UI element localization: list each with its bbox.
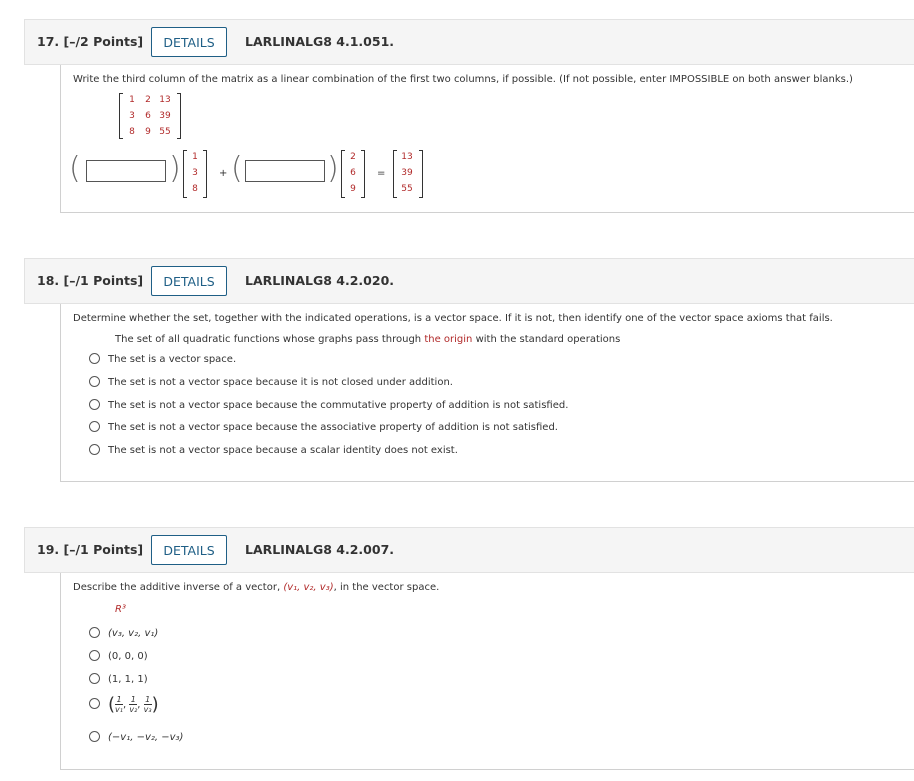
column-vector-2	[341, 150, 365, 198]
question-18-body	[60, 304, 914, 482]
coefficient-1-input[interactable]	[86, 160, 166, 182]
radio-button[interactable]	[89, 731, 100, 742]
matrix-cell: 8	[129, 127, 135, 137]
option-18-3[interactable]	[89, 400, 568, 416]
details-button-19[interactable]: DETAILS	[151, 535, 227, 565]
option-label: The set is not a vector space because it is not closed under addition.	[108, 377, 453, 388]
option-label: The set is not a vector space because the commutative property of addition is not satisfied.	[108, 400, 569, 411]
option-label: (1, 1, 1)	[108, 674, 148, 685]
radio-button[interactable]	[89, 376, 100, 387]
question-19-id: LARLINALG8 4.2.007.	[245, 542, 395, 557]
details-button-18[interactable]: DETAILS	[151, 266, 227, 296]
matrix-cell: 55	[159, 127, 171, 137]
matrix-left-bracket	[119, 93, 123, 139]
option-18-5[interactable]	[89, 445, 458, 461]
vector-cell: 13	[401, 152, 413, 162]
fraction-numerator: 1	[145, 695, 151, 704]
fraction-denominator: v₂	[129, 705, 138, 714]
vector-bracket-right	[203, 150, 207, 198]
vector-cell: 39	[401, 168, 413, 178]
open-paren: (	[69, 151, 81, 186]
option-19-2[interactable]	[89, 651, 148, 667]
question-19-header	[24, 527, 914, 573]
radio-button[interactable]	[89, 421, 100, 432]
matrix-cell: 9	[145, 127, 151, 137]
question-18-id: LARLINALG8 4.2.020.	[245, 273, 395, 288]
vector-cell: 1	[192, 152, 198, 162]
vector-cell: 8	[192, 184, 198, 194]
radio-button[interactable]	[89, 353, 100, 364]
fraction	[144, 695, 152, 714]
option-19-3[interactable]	[89, 674, 148, 690]
option-18-4[interactable]	[89, 422, 558, 438]
radio-button[interactable]	[89, 627, 100, 638]
radio-button[interactable]	[89, 698, 100, 709]
option-label: The set is a vector space.	[108, 354, 237, 365]
matrix-cell: 2	[145, 95, 151, 105]
prompt-text-a: Describe the additive inverse of a vector,	[73, 582, 284, 593]
matrix-right-bracket	[177, 93, 181, 139]
radio-button[interactable]	[89, 650, 100, 661]
question-17-prompt: Write the third column of the matrix as a linear combination of the first two columns, if possible. (If not possible, enter IMPOSSIBLE on both answer blanks.)	[73, 74, 853, 85]
option-19-5[interactable]	[89, 732, 183, 748]
question-17-id: LARLINALG8 4.1.051.	[245, 34, 395, 49]
radio-button[interactable]	[89, 399, 100, 410]
set-description	[115, 334, 620, 345]
close-paren: )	[327, 151, 339, 186]
question-19-number: 19. [–/1 Points]	[37, 542, 144, 557]
question-18-number: 18. [–/1 Points]	[37, 273, 144, 288]
vector-bracket-left	[341, 150, 345, 198]
radio-button[interactable]	[89, 673, 100, 684]
vector-space-label: R³	[115, 604, 126, 615]
open-paren: (	[231, 151, 243, 186]
question-18-header	[24, 258, 914, 304]
question-19-prompt	[73, 582, 439, 593]
vector-cell: 3	[192, 168, 198, 178]
question-17-body	[60, 65, 914, 213]
question-17-header	[24, 19, 914, 65]
question-18-prompt: Determine whether the set, together with the indicated operations, is a vector space. If it is not, then identify one of the vector space axioms that fails.	[73, 313, 833, 324]
close-paren: )	[151, 694, 159, 715]
option-label: (−v₁, −v₂, −v₃)	[108, 732, 184, 743]
vector-bracket-right	[419, 150, 423, 198]
option-18-1[interactable]	[89, 354, 236, 370]
vector-bracket-right	[361, 150, 365, 198]
plus-sign: +	[219, 168, 228, 179]
details-button-17[interactable]: DETAILS	[151, 27, 227, 57]
vector-cell: 55	[401, 184, 413, 194]
prompt-text-b: , in the vector space.	[333, 582, 440, 593]
set-text-highlight: the origin	[424, 334, 473, 345]
matrix-cell: 1	[129, 95, 135, 105]
vector-notation: (v₁, v₂, v₃)	[283, 582, 334, 593]
open-paren: (	[108, 694, 116, 715]
fraction-numerator: 1	[116, 695, 122, 704]
coefficient-matrix	[119, 93, 183, 139]
matrix-cell: 3	[129, 111, 135, 121]
option-label: (v₃, v₂, v₁)	[108, 628, 159, 639]
option-19-4[interactable]: ( $\frac{1}{\text{v₁}}$ , $\frac{1}{\text{v₂}}$ , $\frac{1}{\text{v₃}}$ )	[89, 694, 159, 722]
close-paren: )	[169, 151, 181, 186]
option-19-1[interactable]	[89, 628, 158, 644]
matrix-cell: 13	[159, 95, 171, 105]
option-label: The set is not a vector space because a scalar identity does not exist.	[108, 445, 458, 456]
fraction-numerator: 1	[130, 695, 136, 704]
column-vector-3	[393, 150, 423, 198]
matrix-cell: 6	[145, 111, 151, 121]
vector-cell: 2	[350, 152, 356, 162]
fraction-denominator: v₁	[115, 705, 123, 714]
vector-bracket-left	[183, 150, 187, 198]
question-17-number: 17. [–/2 Points]	[37, 34, 144, 49]
fraction	[129, 695, 137, 714]
vector-cell: 9	[350, 184, 356, 194]
fraction	[115, 695, 123, 714]
option-18-2[interactable]	[89, 377, 453, 393]
option-label: (0, 0, 0)	[108, 651, 148, 662]
equals-sign: =	[377, 168, 386, 179]
vector-cell: 6	[350, 168, 356, 178]
column-vector-1	[183, 150, 207, 198]
option-label: The set is not a vector space because the associative property of addition is not satisfied.	[108, 422, 558, 433]
matrix-cell: 39	[159, 111, 171, 121]
set-text-b: with the standard operations	[472, 334, 621, 345]
question-19-body	[60, 573, 914, 770]
radio-button[interactable]	[89, 444, 100, 455]
set-text-a: The set of all quadratic functions whose graphs pass through	[115, 334, 425, 345]
coefficient-2-input[interactable]	[245, 160, 325, 182]
fraction-denominator: v₃	[143, 705, 152, 714]
